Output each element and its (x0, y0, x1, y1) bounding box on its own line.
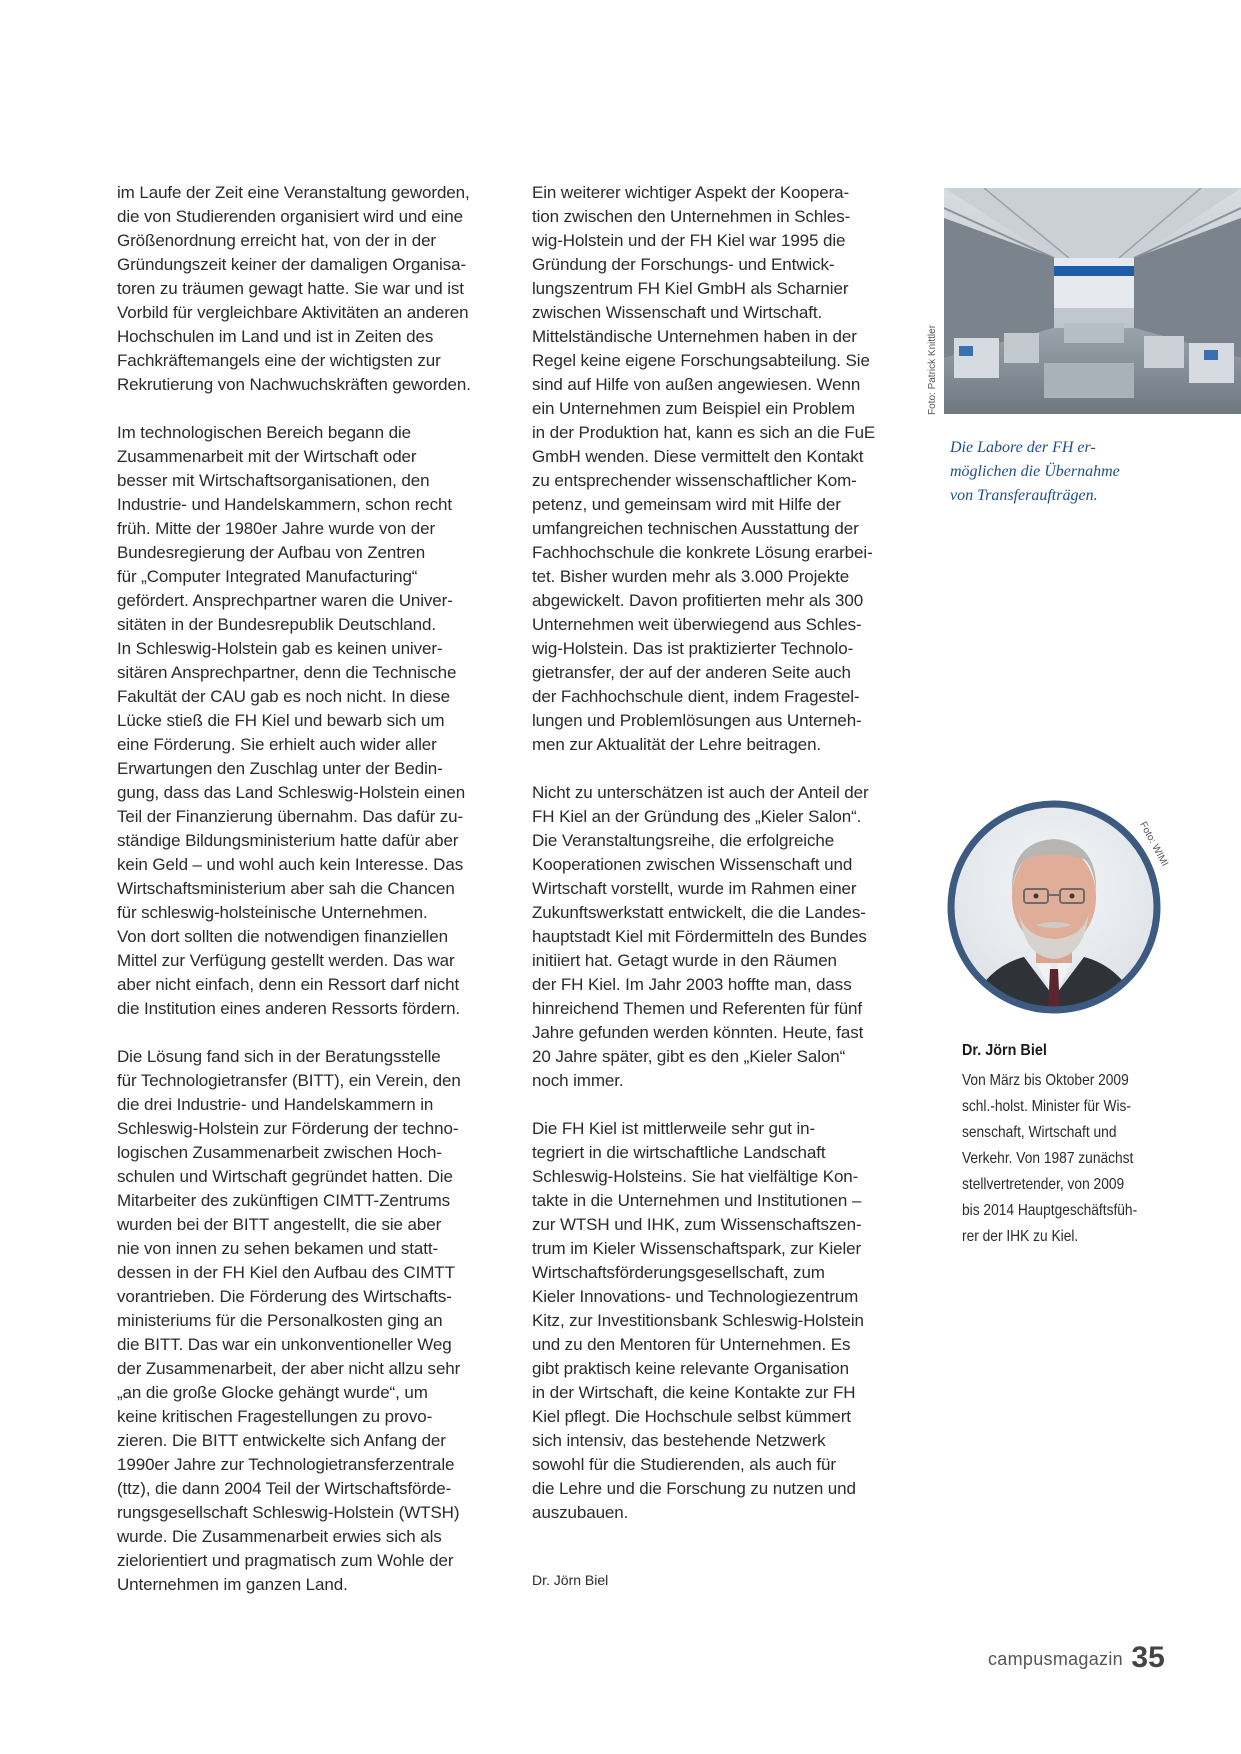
paragraph: Im technologischen Bereich begann die Zusammenarbeit mit der Wirtschaft oder besser mit Wirtschaftsorganisationen, den Industrie- und Handelskammern, schon recht früh. Mitte der 1980er Jahre wurde von der Bundesregierung der Aufbau von Zentren für „Computer Integrated Manufacturing“ gefördert. Ansprechpartner waren die Univer- sitäten in der Bundesrepublik Deutschland. In Schleswig-Holstein gab es keinen univer- sitären Ansprechpartner, denn die Technische Fakultät der CAU gab es noch nicht. In diese Lücke stieß die FH Kiel und bewarb sich um eine Förderung. Sie erhielt auch wider aller Erwartungen den Zuschlag unter der Bedin- gung, dass das Land Schleswig-Holstein einen Teil der Finanzierung übernahm. Das dafür zu- ständige Bildungsministerium hatte dafür aber kein Geld – und wohl auch kein Interesse. Das Wirtschaftsministerium aber sah die Chancen für schleswig-holsteinische Unternehmen. Von dort sollten die notwendigen finanziellen Mittel zur Verfügung gestellt werden. Das war aber nicht einfach, denn ein Ressort darf nicht die Institution eines anderen Ressorts fördern. (117, 423, 466, 1018)
paragraph: Ein weiterer wichtiger Aspekt der Koopera- tion zwischen den Unternehmen in Schles- wig-Holstein und der FH Kiel war 1995 die Gründung der Forschungs- und Entwick- lungszentrum FH Kiel GmbH als Scharnier zwischen Wissenschaft und Wirtschaft. Mittelständische Unternehmen haben in der Regel keine eigene Forschungsabteilung. Sie sind auf Hilfe von außen angewiesen. Wenn ein Unternehmen zum Beispiel ein Problem in der Produktion hat, kann es sich an die FuE GmbH wenden. Diese vermittelt den Kontakt zu entsprechender wissenschaftlicher Kom- petenz, und gemeinsam wird mit Hilfe der umfangreichen technischen Ausstattung der Fachhochschule die konkrete Lösung erarbei- tet. Bisher wurden mehr als 3.000 Projekte abgewickelt. Davon profitierten mehr als 300 Unternehmen weit überwiegend aus Schles- wig-Holstein. Das ist praktizierter Technolo- gietransfer, der auf der anderen Seite auch der Fachhochschule dient, indem Fragestel- lungen und Problemlösungen aus Unterneh- men zur Aktualität der Lehre beitragen. (532, 183, 876, 754)
paragraph: Die FH Kiel ist mittlerweile sehr gut in- tegriert in die wirtschaftliche Landschaft Schleswig-Holsteins. Sie hat vielfältige Kon- takte in die Unternehmen und Institutionen – zur WTSH und IHK, zum Wissenschaftszen- trum im Kieler Wissenschaftspark, zur Kieler Wirtschaftsförderungsgesellschaft, zum Kieler Innovations- und Technologiezentrum Kitz, zur Investitionsbank Schleswig-Holstein und zu den Mentoren für Unternehmen. Es gibt praktisch keine relevante Organisation in der Wirtschaft, die keine Kontakte zur FH Kiel pflegt. Die Hochschule selbst kümmert sich intensiv, das bestehende Netzwerk sowohl für die Studierenden, als auch für die Lehre und die Forschung zu nutzen und auszubauen. (532, 1119, 864, 1522)
paragraph: Die Lösung fand sich in der Beratungsstelle für Technologietransfer (BITT), ein Verein, den die drei Industrie- und Handelskammern in Schleswig-Holstein zur Förderung der techno- logischen Zusammenarbeit zwischen Hoch- schulen und Wirtschaft gegründet hatten. Die Mitarbeiter des zukünftigen CIMTT-Zentrums wurden bei der BITT angestellt, die sie aber nie von innen zu sehen bekamen und statt- dessen in der FH Kiel den Aufbau des CIMTT vorantrieben. Die Förderung des Wirtschafts- ministeriums für die Personalkosten ging an die BITT. Das war ein unkonventioneller Weg der Zusammenarbeit, der aber nicht allzu sehr „an die große Glocke gehängt wurde“, um keine kritischen Fragestellungen zu provo- zieren. Die BITT entwickelte sich Anfang der 1990er Jahre zur Technologietransferzentrale (ttz), die dann 2004 Teil der Wirtschaftsförde- rungsgesellschaft Schleswig-Holstein (WTSH) wurde. Die Zusammenarbeit erwies sich als zielorientiert und pragmatisch zum Wohle der Unternehmen im ganzen Land. (117, 1047, 461, 1594)
portrait-photo (944, 797, 1164, 1017)
photo-caption: Die Labore der FH er- möglichen die Übernahme von Transferaufträgen. (950, 439, 1120, 504)
paragraph: Nicht zu unterschätzen ist auch der Anteil der FH Kiel an der Gründung des „Kieler Salon“. Die Veranstaltungsreihe, die erfolgreiche Kooperationen zwischen Wissenschaft und Wirtschaft vorstellt, wurde im Rahmen einer Zukunftswerkstatt entwickelt, die die Landes- hauptstadt Kiel mit Fördermitteln des Bundes initiiert hat. Getagt wurde in den Räumen der FH Kiel. Im Jahr 2003 hoffte man, dass hinreichend Themen und Referenten für fünf Jahre gefunden werden könnten. Heute, fast 20 Jahre später, gibt es den „Kieler Salon“ noch immer. (532, 783, 869, 1090)
article-column-1 (117, 181, 507, 1621)
author-signature: Dr. Jörn Biel (532, 1572, 609, 1588)
page-footer (988, 1641, 1165, 1675)
portrait-credit: Foto: WIMI (1137, 820, 1170, 869)
bio-name: Dr. Jörn Biel (962, 1042, 1047, 1059)
paragraph: im Laufe der Zeit eine Veranstaltung geworden, die von Studierenden organisiert wird und eine Größenordnung erreicht hat, von der in der Gründungszeit keiner der damaligen Organisa- toren zu träumen gewagt hatte. Sie war und ist Vorbild für vergleichbare Aktivitäten an anderen Hochschulen im Land und ist in Zeiten des Fachkräftemangels eine der wichtigsten zur Rekrutierung von Nachwuchskräften geworden. (117, 183, 471, 394)
page-number: 35 (1131, 1641, 1165, 1674)
article-column-2 (532, 181, 927, 1549)
bio-text: Von März bis Oktober 2009 schl.-holst. Minister für Wis- senschaft, Wirtschaft und Verkehr. Von 1987 zunächst stellvertretender, von 2009 bis 2014 Hauptgeschäftsfüh- rer der IHK zu Kiel. (962, 1072, 1138, 1245)
photo-credit: Foto: Patrick Knittler (927, 324, 938, 415)
lab-photo (944, 188, 1241, 414)
magazine-name: campusmagazin (988, 1649, 1123, 1669)
